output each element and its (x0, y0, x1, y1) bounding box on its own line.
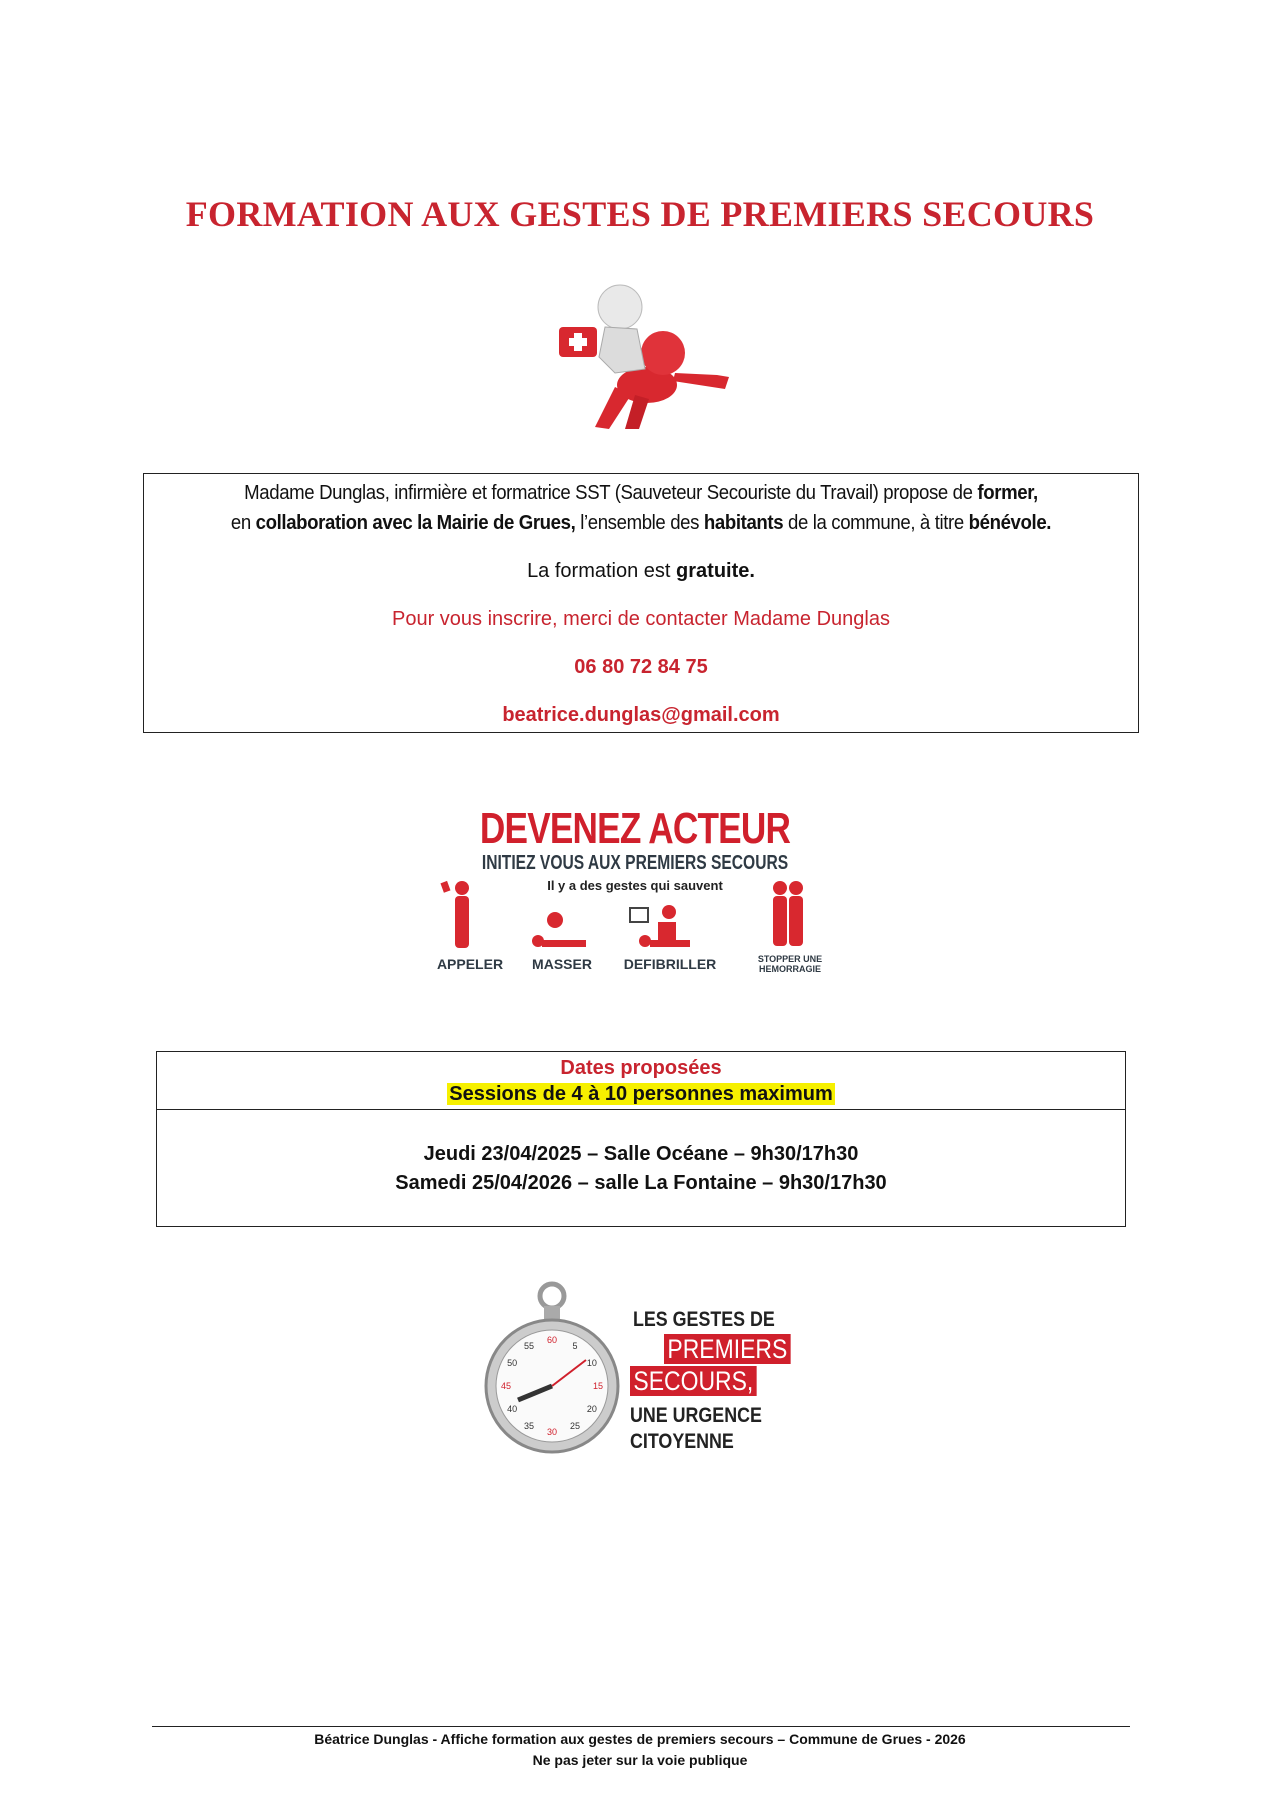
stopwatch-number: 20 (586, 1404, 597, 1414)
sessions-note: Sessions de 4 à 10 personnes maximum (449, 1083, 833, 1105)
phone-call-icon (440, 881, 469, 948)
cpr-icon (532, 912, 586, 947)
slogan-highlight: PREMIERS (664, 1334, 791, 1364)
slogan-line: LES GESTES DE (633, 1308, 775, 1331)
slogan-highlight: SECOURS, (630, 1366, 757, 1396)
phone-number[interactable]: 06 80 72 84 75 (574, 656, 708, 678)
defibrillator-icon (630, 905, 690, 947)
bold-text: bénévole. (968, 512, 1052, 534)
bleeding-control-icon (773, 881, 803, 946)
bold-text: habitants (703, 512, 784, 534)
stopwatch-number: 55 (523, 1341, 535, 1352)
stopwatch-number: 5 (572, 1341, 578, 1352)
text: La formation est (527, 560, 677, 582)
slogan (630, 1300, 830, 1460)
stopwatch-number: 45 (500, 1381, 512, 1391)
slogan-line: CITOYENNE (630, 1430, 734, 1453)
intro-line-2 (179, 512, 1103, 535)
gesture-stopper: STOPPER UNE HEMORRAGIE (757, 954, 823, 974)
first-aid-gestures-icons (440, 878, 830, 956)
banner-tagline: Il y a des gestes qui sauvent (547, 878, 723, 893)
bold-text: collaboration avec la Mairie de Grues, (255, 512, 576, 534)
stopwatch-number: 50 (507, 1358, 518, 1368)
stopwatch-number: 10 (586, 1358, 597, 1368)
stopwatch-number: 15 (592, 1381, 604, 1391)
stopwatch-number: 25 (569, 1420, 581, 1431)
banner-subtitle: INITIEZ VOUS AUX PREMIERS SECOURS (481, 852, 789, 874)
footer-credit: Béatrice Dunglas - Affiche formation aux gestes de premiers secours – Commune de Grues - 2026 (314, 1731, 966, 1747)
free-line (144, 560, 1138, 583)
text: l’ensemble des (575, 512, 704, 534)
cpr-illustration (545, 277, 745, 435)
page-title: FORMATION AUX GESTES DE PREMIERS SECOURS (185, 194, 1095, 234)
dates-heading: Dates proposées (560, 1057, 722, 1079)
gesture-appeler: APPELER (436, 956, 504, 972)
devenez-acteur-banner (436, 804, 830, 991)
contact-line: Pour vous inscrire, merci de contacter Madame Dunglas (392, 608, 890, 630)
stopwatch-number: 60 (546, 1335, 558, 1345)
bold-text: gratuite. (676, 560, 755, 582)
stopwatch-icon (482, 1280, 622, 1455)
sessions-note-wrap (157, 1083, 1125, 1106)
intro-text: Madame Dunglas, infirmière et formatrice SST (Sauveteur Secouriste du Travail) propose de (244, 482, 978, 504)
intro-line-1 (179, 482, 1103, 505)
stopwatch-number: 35 (523, 1420, 535, 1431)
session-row: Jeudi 23/04/2025 – Salle Océane – 9h30/17h30 (423, 1143, 859, 1165)
stopwatch-number: 40 (507, 1404, 518, 1414)
dates-box (156, 1051, 1126, 1227)
info-box (143, 473, 1139, 733)
stopwatch-number: 30 (546, 1427, 558, 1437)
gesture-masser: MASSER (532, 956, 592, 972)
footer-notice: Ne pas jeter sur la voie publique (532, 1752, 748, 1768)
gesture-defibriller: DEFIBRILLER (623, 956, 717, 972)
divider (157, 1109, 1125, 1110)
text: en (230, 512, 256, 534)
text: de la commune, à titre (783, 512, 969, 534)
intro-bold: former, (977, 482, 1038, 504)
slogan-line: UNE URGENCE (630, 1404, 762, 1427)
session-row: Samedi 25/04/2026 – salle La Fontaine – 9h30/17h30 (395, 1172, 887, 1194)
footer-divider (152, 1726, 1130, 1727)
banner-title: DEVENEZ ACTEUR (479, 804, 791, 853)
email-link[interactable]: beatrice.dunglas@gmail.com (502, 704, 780, 726)
